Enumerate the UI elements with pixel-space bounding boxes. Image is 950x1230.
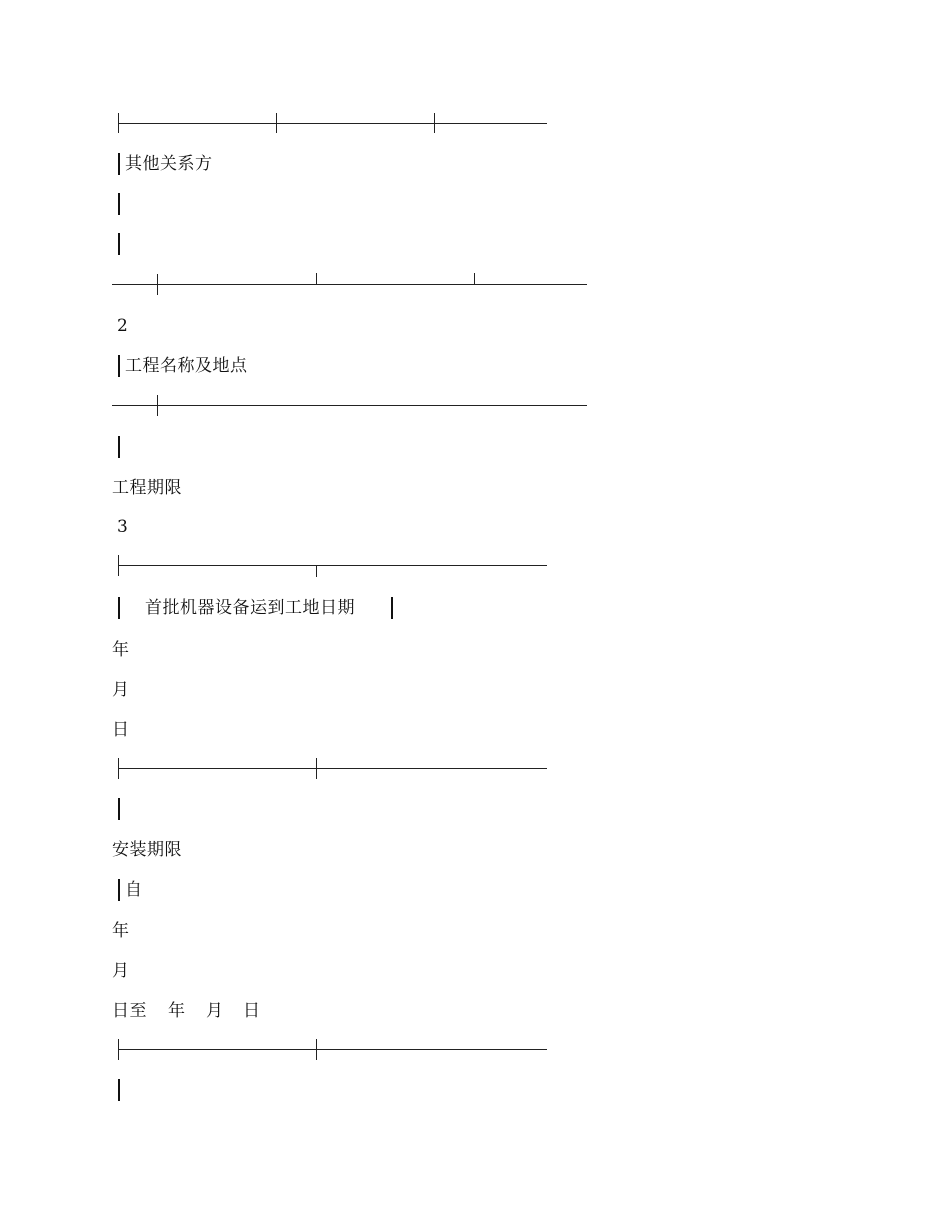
project-name-location-label: 工程名称及地点 — [125, 356, 248, 376]
from-label: 自 — [125, 880, 143, 900]
date-year: 年 — [112, 921, 130, 941]
date-month: 月 — [112, 680, 130, 700]
table-rule-tick — [276, 113, 277, 133]
date-day-end: 日 — [243, 1001, 261, 1021]
table-rule — [112, 284, 587, 285]
date-month: 月 — [112, 961, 130, 981]
row-number-3: 3 — [117, 517, 129, 537]
table-border — [118, 436, 120, 458]
table-rule-tick — [316, 565, 317, 577]
table-rule-tick — [118, 113, 119, 133]
installation-period-label: 安装期限 — [112, 840, 182, 860]
table-rule-tick — [316, 758, 317, 779]
table-border — [118, 879, 120, 901]
table-rule — [119, 123, 547, 124]
table-border — [118, 355, 120, 377]
table-rule-tick — [118, 1039, 119, 1060]
date-year-end: 年 — [168, 1001, 186, 1021]
date-month-end: 月 — [206, 1001, 224, 1021]
table-border — [118, 597, 120, 619]
table-rule-tick — [316, 1039, 317, 1060]
date-day-to: 日至 — [112, 1001, 147, 1021]
table-rule-tick — [316, 273, 317, 285]
table-border — [118, 153, 120, 175]
row-number-2: 2 — [117, 316, 129, 336]
project-period-label: 工程期限 — [112, 478, 182, 498]
table-border — [118, 1079, 120, 1101]
table-rule-tick — [118, 555, 119, 576]
table-rule-tick — [157, 274, 158, 295]
date-day: 日 — [112, 720, 130, 740]
table-border — [391, 597, 393, 619]
first-equipment-arrival-label: 首批机器设备运到工地日期 — [145, 598, 355, 618]
table-rule-tick — [434, 113, 435, 133]
table-border — [118, 798, 120, 820]
table-rule-tick — [157, 395, 158, 416]
date-year: 年 — [112, 640, 130, 660]
table-border — [118, 233, 120, 255]
table-border — [118, 193, 120, 215]
table-rule-tick — [474, 273, 475, 285]
other-parties-label: 其他关系方 — [125, 154, 213, 174]
table-rule — [119, 768, 547, 769]
table-rule — [119, 565, 547, 566]
table-rule-tick — [118, 758, 119, 779]
table-rule — [119, 1049, 547, 1050]
table-rule — [112, 405, 587, 406]
